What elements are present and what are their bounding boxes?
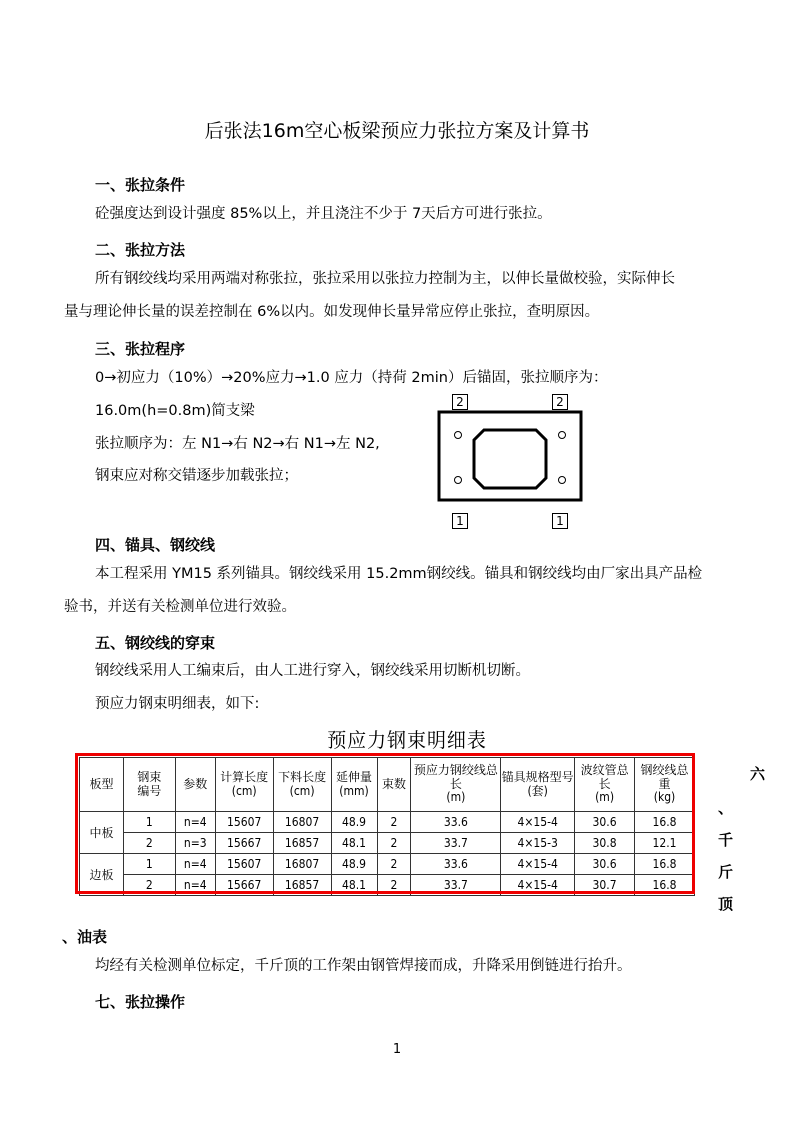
section-5-line-1: 钢绞线采用人工编束后，由人工进行穿入，钢绞线采用切断机切断。	[95, 663, 530, 679]
diagram-label-top-right: 2	[552, 394, 568, 410]
table-cell: 16807	[273, 812, 331, 833]
table-cell: 1	[123, 854, 175, 875]
table-cell: 4×15-3	[501, 833, 575, 854]
header-cell: 波纹管总长 (m)	[575, 758, 635, 812]
table-cell: 16.8	[635, 812, 695, 833]
header-cell: 下料长度 (cm)	[273, 758, 331, 812]
duct-hole	[559, 432, 566, 439]
section-1-heading: 一、张拉条件	[95, 176, 186, 194]
table-cell: n=3	[175, 833, 215, 854]
vertical-heading-char: 、	[718, 799, 734, 817]
table-cell: 15607	[215, 812, 273, 833]
duct-hole	[559, 477, 566, 484]
hollow-core	[474, 430, 546, 488]
table-cell: 48.1	[331, 833, 377, 854]
section-4-line-1: 本工程采用 YM15 系列锚具。钢绞线采用 15.2mm钢绞线。锚具和钢绞线均由厂家出具产品检	[95, 566, 703, 582]
table-cell: 12.1	[635, 833, 695, 854]
table-cell: 4×15-4	[501, 875, 575, 896]
section-7-heading: 七、张拉操作	[95, 993, 186, 1011]
diagram-label-top-left: 2	[452, 394, 468, 410]
section-2-heading: 二、张拉方法	[95, 241, 186, 259]
section-2-line-1: 所有钢绞线均采用两端对称张拉，张拉采用以张拉力控制为主，以伸长量做校验，实际伸长	[95, 271, 675, 287]
section-3-line-1: 0→初应力（10%）→20%应力→1.0 应力（持荷 2min）后锚固，张拉顺序为：	[95, 370, 608, 386]
table-cell: 16857	[273, 833, 331, 854]
group-name-cell: 边板	[80, 854, 124, 896]
table-cell: 2	[377, 875, 411, 896]
duct-hole	[455, 477, 462, 484]
table-cell: 4×15-4	[501, 812, 575, 833]
table-cell: 48.1	[331, 875, 377, 896]
beam-cross-section-diagram	[436, 392, 586, 532]
table-cell: n=4	[175, 854, 215, 875]
table-cell: 33.6	[411, 812, 501, 833]
diagram-label-bottom-left: 1	[452, 513, 468, 529]
header-cell: 钢绞线总重 (kg)	[635, 758, 695, 812]
section-3-line-4: 钢束应对称交错逐步加载张拉；	[95, 468, 298, 484]
section-2-line-2: 量与理论伸长量的误差控制在 6%以内。如发现伸长量异常应停止张拉，查明原因。	[64, 304, 600, 320]
table-cell: 30.6	[575, 812, 635, 833]
table-cell: 15667	[215, 833, 273, 854]
table-cell: 2	[123, 875, 175, 896]
section-3-line-2: 16.0m(h=0.8m)简支梁	[95, 403, 255, 419]
vertical-heading-char: 六	[750, 765, 766, 783]
header-cell: 钢束 编号	[123, 758, 175, 812]
table-cell: 33.7	[411, 875, 501, 896]
section-4-heading: 四、锚具、钢绞线	[95, 536, 216, 554]
group-name-cell: 中板	[80, 812, 124, 854]
header-cell: 延伸量 (mm)	[331, 758, 377, 812]
table-cell: 48.9	[331, 854, 377, 875]
vertical-heading-char: 千	[718, 831, 734, 849]
table-cell: 16.8	[635, 875, 695, 896]
table-cell: 33.7	[411, 833, 501, 854]
section-3-line-3: 张拉顺序为：左 N1→右 N2→右 N1→左 N2,	[95, 436, 380, 452]
section-6-heading-tail: 、油表	[62, 928, 108, 946]
table-cell: 30.8	[575, 833, 635, 854]
section-1-text: 砼强度达到设计强度 85%以上，并且浇注不少于 7天后方可进行张拉。	[95, 206, 552, 222]
table-cell: 15667	[215, 875, 273, 896]
header-cell: 锚具规格型号 (套)	[501, 758, 575, 812]
section-4-line-2: 验书，并送有关检测单位进行效验。	[64, 599, 296, 615]
header-cell: 预应力钢绞线总长 (m)	[411, 758, 501, 812]
diagram-label-bottom-right: 1	[552, 513, 568, 529]
table-cell: 2	[377, 833, 411, 854]
page-number: 1	[392, 1042, 402, 1057]
duct-hole	[455, 432, 462, 439]
header-cell: 计算长度 (cm)	[215, 758, 273, 812]
header-cell: 束数	[377, 758, 411, 812]
section-5-heading: 五、钢绞线的穿束	[95, 634, 216, 652]
section-5-line-2: 预应力钢束明细表，如下:	[95, 696, 260, 712]
table-cell: 1	[123, 812, 175, 833]
table-cell: 48.9	[331, 812, 377, 833]
table-cell: 15607	[215, 854, 273, 875]
table-cell: 30.6	[575, 854, 635, 875]
table-cell: 30.7	[575, 875, 635, 896]
table-cell: 16857	[273, 875, 331, 896]
table-cell: 2	[377, 812, 411, 833]
vertical-heading-char: 顶	[718, 895, 734, 913]
document-title: 后张法16m空心板梁预应力张拉方案及计算书	[204, 120, 590, 142]
section-3-heading: 三、张拉程序	[95, 340, 186, 358]
table-cell: 33.6	[411, 854, 501, 875]
table-cell: 4×15-4	[501, 854, 575, 875]
table-caption: 预应力钢束明细表	[327, 728, 487, 752]
table-highlight-box	[75, 753, 695, 894]
table-cell: 16807	[273, 854, 331, 875]
table-cell: n=4	[175, 812, 215, 833]
table-cell: 16.8	[635, 854, 695, 875]
header-cell: 参数	[175, 758, 215, 812]
table-cell: 2	[377, 854, 411, 875]
table-cell: 2	[123, 833, 175, 854]
section-6-line-1: 均经有关检测单位标定，千斤顶的工作架由钢管焊接而成，升降采用倒链进行抬升。	[95, 958, 632, 974]
vertical-heading-char: 斤	[718, 863, 734, 881]
header-cell: 板型	[80, 758, 124, 812]
table-cell: n=4	[175, 875, 215, 896]
